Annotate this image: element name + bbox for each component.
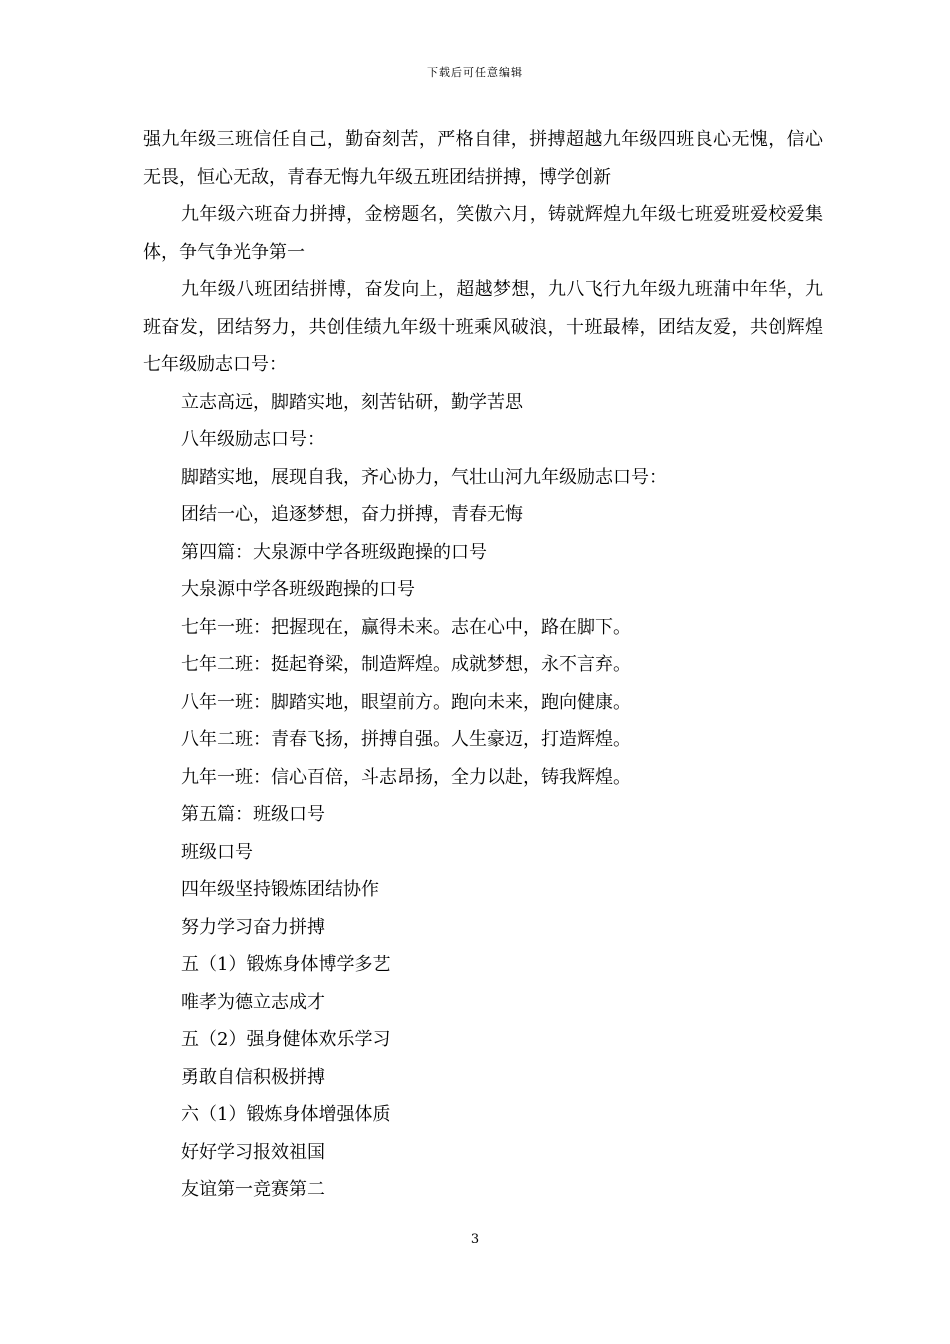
paragraph: 七年二班：挺起脊梁，制造辉煌。成就梦想，永不言弃。 [181,654,631,675]
paragraph: 七年一班：把握现在，赢得未来。志在心中，路在脚下。 [181,616,631,638]
paragraph: 勇敢自信积极拼搏 [181,1066,325,1088]
paragraph: 团结一心，追逐梦想，奋力拼搏，青春无悔 [181,504,523,525]
page-number: 3 [470,1232,480,1247]
document-body [143,121,823,1209]
paragraph: 努力学习奋力拼搏 [181,916,325,938]
paragraph: 唯孝为德立志成才 [181,991,325,1013]
paragraph: 友谊第一竞赛第二 [181,1179,325,1200]
paragraph: 立志高远，脚踏实地，刻苦钻研，勤学苦思 [181,391,523,413]
paragraph: 六（1）锻炼身体增强体质 [181,1104,391,1125]
paragraph: 九年一班：信心百倍，斗志昂扬，全力以赴，铸我辉煌。 [181,766,631,788]
paragraph: 八年二班：青春飞扬，拼搏自强。人生豪迈，打造辉煌。 [181,729,631,750]
section-heading: 第五篇：班级口号 [181,804,325,825]
paragraph: 五（2）强身健体欢乐学习 [181,1029,391,1050]
paragraph: 八年一班：脚踏实地，眼望前方。跑向未来，跑向健康。 [181,691,631,713]
paragraph: 强九年级三班信任自己，勤奋刻苦，严格自律，拼搏超越九年级四班良心无愧，信心无畏，恒心无敌，青春无悔九年级五班团结拼搏，博学创新 [143,129,823,188]
paragraph: 大泉源中学各班级跑操的口号 [181,579,415,600]
paragraph: 班级口号 [181,841,253,863]
paragraph: 九年级八班团结拼博，奋发向上，超越梦想，九八飞行九年级九班蒲中年华，九班奋发，团结努力，共创佳绩九年级十班乘风破浪，十班最棒，团结友爱，共创辉煌七年级励志口号： [143,279,823,375]
paragraph: 五（1）锻炼身体博学多艺 [181,954,391,975]
paragraph: 四年级坚持锻炼团结协作 [181,879,379,900]
paragraph: 八年级励志口号： [181,429,325,450]
paragraph: 九年级六班奋力拼搏，金榜题名，笑傲六月，铸就辉煌九年级七班爱班爱校爱集体，争气争光争第一 [143,204,823,263]
page-header: 下载后可任意编辑 [427,66,523,79]
paragraph: 好好学习报效祖国 [181,1141,325,1163]
section-heading: 第四篇：大泉源中学各班级跑操的口号 [181,541,487,563]
paragraph: 脚踏实地，展现自我，齐心协力，气壮山河九年级励志口号： [181,466,667,488]
